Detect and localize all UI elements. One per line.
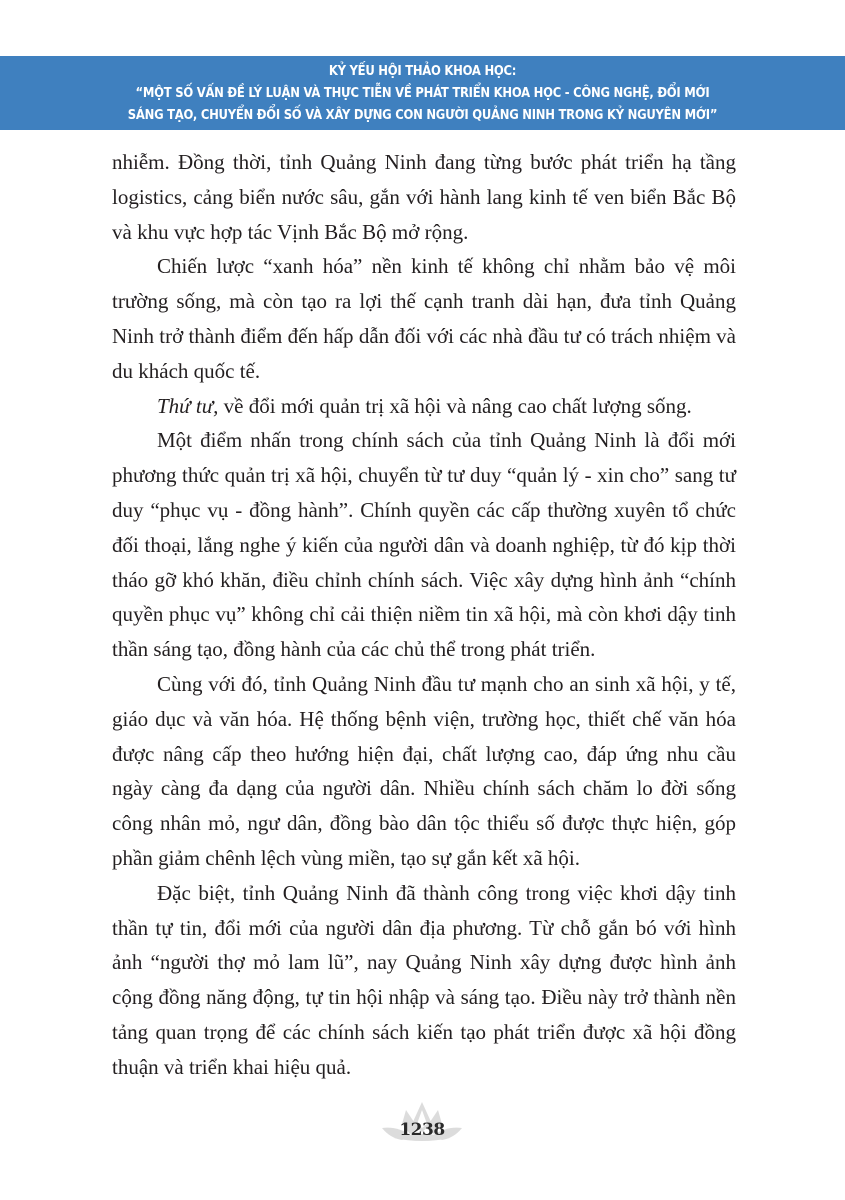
paragraph xyxy=(112,876,736,1085)
body-text xyxy=(112,145,736,1085)
paragraph xyxy=(112,667,736,876)
paragraph xyxy=(112,389,736,424)
paragraph-text: nhiễm. Đồng thời, tỉnh Quảng Ninh đang từng bước phát triển hạ tầng logistics, cảng biển nước sâu, gắn với hành lang kinh tế ven biển Bắc Bộ và khu vực hợp tác Vịnh Bắc Bộ mở rộng. xyxy=(112,150,736,244)
paragraph xyxy=(112,249,736,388)
header-band xyxy=(0,56,845,130)
page-number: 1238 xyxy=(399,1120,445,1140)
paragraph-text: về đổi mới quản trị xã hội và nâng cao chất lượng sống. xyxy=(218,393,692,418)
paragraph-text: Đặc biệt, tỉnh Quảng Ninh đã thành công trong việc khơi dậy tinh thần tự tin, đổi mới của người dân địa phương. Từ chỗ gắn bó với hình ảnh “người thợ mỏ lam lũ”, nay Quảng Ninh xây dựng được hình ảnh cộng đồng năng động, tự tin hội nhập và sáng tạo. Điều này trở thành nền tảng quan trọng để các chính sách kiến tạo phát triển được xã hội đồng thuận và triển khai hiệu quả. xyxy=(112,880,736,1079)
header-subtitle-line2: SÁNG TẠO, CHUYỂN ĐỔI SỐ VÀ XÂY DỰNG CON NGƯỜI QUẢNG NINH TRONG KỶ NGUYÊN MỚI” xyxy=(127,107,718,123)
paragraph-text: Một điểm nhấn trong chính sách của tỉnh Quảng Ninh là đổi mới phương thức quản trị xã hội, chuyển từ tư duy “quản lý - xin cho” sang tư duy “phục vụ - đồng hành”. Chính quyền các cấp thường xuyên tổ chức đối thoại, lắng nghe ý kiến của người dân và doanh nghiệp, từ đó kịp thời tháo gỡ khó khăn, điều chỉnh chính sách. Việc xây dựng hình ảnh “chính quyền phục vụ” không chỉ cải thiện niềm tin xã hội, mà còn khơi dậy tinh thần sáng tạo, đồng hành của các chủ thể trong phát triển. xyxy=(112,428,736,662)
paragraph xyxy=(112,423,736,667)
header-subtitle-line1: “MỘT SỐ VẤN ĐỀ LÝ LUẬN VÀ THỰC TIỄN VỀ PHÁT TRIỂN KHOA HỌC - CÔNG NGHỆ, ĐỔI MỚI xyxy=(135,85,710,101)
header-title: KỶ YẾU HỘI THẢO KHOA HỌC: xyxy=(328,63,517,79)
page-footer xyxy=(372,1098,472,1148)
paragraph-lead-italic: Thứ tư, xyxy=(157,393,219,418)
paragraph xyxy=(112,145,736,249)
paragraph-text: Chiến lược “xanh hóa” nền kinh tế không chỉ nhằm bảo vệ môi trường sống, mà còn tạo ra lợi thế cạnh tranh dài hạn, đưa tỉnh Quảng Ninh trở thành điểm đến hấp dẫn đối với các nhà đầu tư có trách nhiệm và du khách quốc tế. xyxy=(112,254,736,383)
paragraph-text: Cùng với đó, tỉnh Quảng Ninh đầu tư mạnh cho an sinh xã hội, y tế, giáo dục và văn hóa. Hệ thống bệnh viện, trường học, thiết chế văn hóa được nâng cấp theo hướng hiện đại, chất lượng cao, đáp ứng nhu cầu ngày càng đa dạng của người dân. Nhiều chính sách chăm lo đời sống công nhân mỏ, ngư dân, đồng bào dân tộc thiểu số được thực hiện, góp phần giảm chênh lệch vùng miền, tạo sự gắn kết xã hội. xyxy=(112,671,736,870)
